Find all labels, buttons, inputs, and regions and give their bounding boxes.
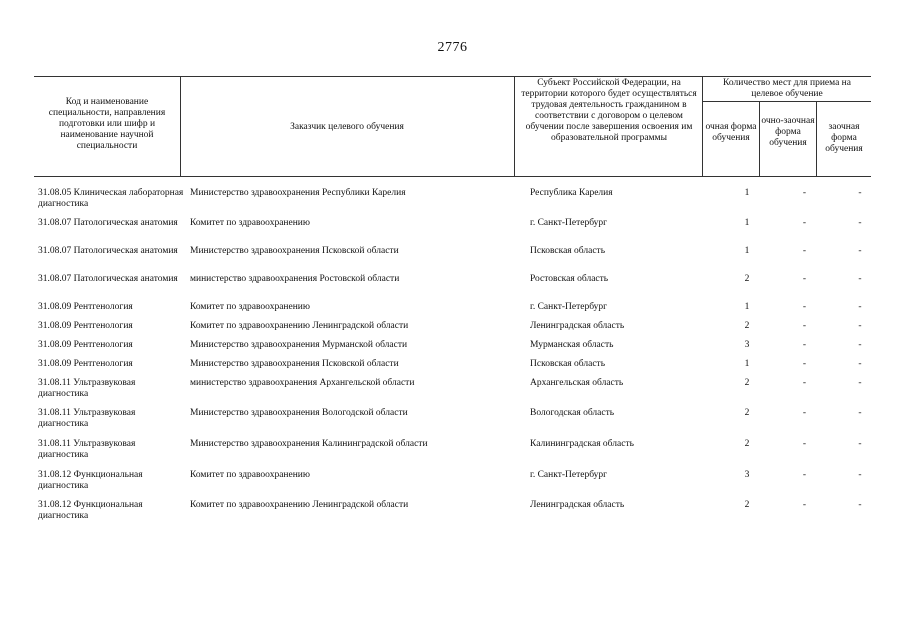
cell-parttime: - [858, 378, 862, 388]
cell-code: 31.08.05 Клиническая лабораторная диагностика [38, 188, 184, 209]
cell-mixed: - [802, 340, 807, 350]
cell-fulltime: 2 [744, 378, 750, 388]
cell-mixed: - [802, 188, 807, 198]
table-row [34, 500, 887, 530]
table-row [34, 470, 887, 500]
cell-mixed: - [802, 218, 807, 228]
cell-region: Вологодская область [530, 408, 615, 418]
header-divider [816, 101, 817, 177]
header-top-rule [34, 76, 871, 77]
cell-customer: Комитет по здравоохранению Ленинградской области [190, 321, 409, 331]
cell-fulltime: 1 [744, 188, 750, 198]
cell-parttime: - [858, 408, 862, 418]
table-row [34, 439, 887, 470]
cell-parttime: - [858, 218, 862, 228]
table-row [34, 274, 887, 302]
cell-region: Калининградская область [530, 439, 634, 449]
cell-code: 31.08.07 Патологическая анатомия [38, 218, 178, 228]
cell-code: 31.08.07 Патологическая анатомия [38, 246, 178, 256]
cell-parttime: - [858, 188, 862, 198]
header-parttime: заочная форма обучения [825, 122, 863, 154]
data-table [34, 188, 887, 530]
header-fulltime: очная форма обучения [705, 122, 757, 143]
cell-mixed: - [802, 408, 807, 418]
cell-code: 31.08.09 Рентгенология [38, 359, 133, 369]
cell-code: 31.08.07 Патологическая анатомия [38, 274, 178, 284]
cell-mixed: - [802, 274, 807, 284]
cell-customer: Комитет по здравоохранению [190, 302, 310, 312]
cell-parttime: - [858, 302, 862, 312]
table-row [34, 302, 887, 321]
cell-mixed: - [802, 359, 807, 369]
table-row [34, 378, 887, 408]
cell-mixed: - [802, 378, 807, 388]
cell-fulltime: 2 [744, 439, 750, 449]
cell-fulltime: 1 [744, 302, 750, 312]
table-row [34, 188, 887, 218]
table-row [34, 246, 887, 274]
cell-customer: Министерство здравоохранения Калининградской области [190, 439, 428, 449]
table-row [34, 408, 887, 439]
cell-parttime: - [858, 340, 862, 350]
cell-fulltime: 2 [744, 500, 750, 510]
cell-mixed: - [802, 439, 807, 449]
cell-code: 31.08.11 Ультразвуковая диагностика [38, 439, 136, 460]
cell-region: г. Санкт-Петербург [530, 470, 608, 480]
table-row [34, 321, 887, 340]
header-divider [180, 76, 181, 177]
table-row [34, 359, 887, 378]
cell-region: г. Санкт-Петербург [530, 302, 608, 312]
cell-parttime: - [858, 274, 862, 284]
header-divider [759, 101, 760, 177]
header-sub-rule [702, 101, 871, 102]
cell-parttime: - [858, 321, 862, 331]
header-places: Количество мест для приема на целевое обучение [723, 78, 851, 99]
cell-code: 31.08.09 Рентгенология [38, 321, 133, 331]
table-body [34, 188, 887, 530]
header-divider [702, 76, 703, 177]
cell-parttime: - [858, 470, 862, 480]
cell-region: Республика Карелия [530, 188, 613, 198]
cell-customer: Комитет по здравоохранению [190, 218, 310, 228]
cell-mixed: - [802, 321, 807, 331]
cell-fulltime: 1 [744, 218, 750, 228]
header-divider [514, 76, 515, 177]
cell-customer: Комитет по здравоохранению [190, 470, 310, 480]
cell-parttime: - [858, 246, 862, 256]
cell-region: Ростовская область [530, 274, 609, 284]
page-number: 2776 [437, 40, 468, 55]
cell-customer: министерство здравоохранения Архангельской области [190, 378, 415, 388]
cell-region: Псковская область [530, 246, 606, 256]
cell-fulltime: 1 [744, 359, 750, 369]
cell-fulltime: 3 [744, 340, 750, 350]
cell-code: 31.08.12 Функциональная диагностика [38, 470, 143, 491]
cell-region: Мурманская область [530, 340, 614, 350]
cell-fulltime: 1 [744, 246, 750, 256]
cell-code: 31.08.11 Ультразвуковая диагностика [38, 408, 136, 429]
cell-customer: Министерство здравоохранения Мурманской области [190, 340, 408, 350]
cell-mixed: - [802, 302, 807, 312]
cell-region: Ленинградская область [530, 321, 625, 331]
cell-customer: Министерство здравоохранения Псковской области [190, 246, 399, 256]
cell-fulltime: 3 [744, 470, 750, 480]
cell-customer: Министерство здравоохранения Вологодской области [190, 408, 408, 418]
cell-code: 31.08.12 Функциональная диагностика [38, 500, 143, 521]
cell-customer: Министерство здравоохранения Псковской области [190, 359, 399, 369]
table-row [34, 340, 887, 359]
cell-code: 31.08.09 Рентгенология [38, 302, 133, 312]
header-bottom-rule [34, 176, 871, 177]
header-customer: Заказчик целевого обучения [290, 122, 404, 132]
cell-mixed: - [802, 500, 807, 510]
cell-parttime: - [858, 359, 862, 369]
cell-mixed: - [802, 470, 807, 480]
cell-region: г. Санкт-Петербург [530, 218, 608, 228]
header-region: Субъект Российской Федерации, на территории которого будет осуществляться трудовая деятельность гражданином в соответствии с договором о целевом обучении после завершения освоения им образовательной программы [521, 78, 697, 143]
cell-fulltime: 2 [744, 408, 750, 418]
cell-customer: Комитет по здравоохранению Ленинградской области [190, 500, 409, 510]
cell-customer: Министерство здравоохранения Республики Карелия [190, 188, 406, 198]
header-code: Код и наименование специальности, направления подготовки или шифр и наименование научной специальности [48, 97, 166, 151]
header-mixed: очно-заочная форма обучения [761, 116, 815, 148]
cell-code: 31.08.11 Ультразвуковая диагностика [38, 378, 136, 399]
cell-region: Архангельская область [530, 378, 624, 388]
cell-fulltime: 2 [744, 321, 750, 331]
cell-code: 31.08.09 Рентгенология [38, 340, 133, 350]
cell-customer: министерство здравоохранения Ростовской области [190, 274, 400, 284]
cell-fulltime: 2 [744, 274, 750, 284]
table-row [34, 218, 887, 246]
cell-parttime: - [858, 439, 862, 449]
cell-region: Псковская область [530, 359, 606, 369]
cell-parttime: - [858, 500, 862, 510]
cell-region: Ленинградская область [530, 500, 625, 510]
cell-mixed: - [802, 246, 807, 256]
